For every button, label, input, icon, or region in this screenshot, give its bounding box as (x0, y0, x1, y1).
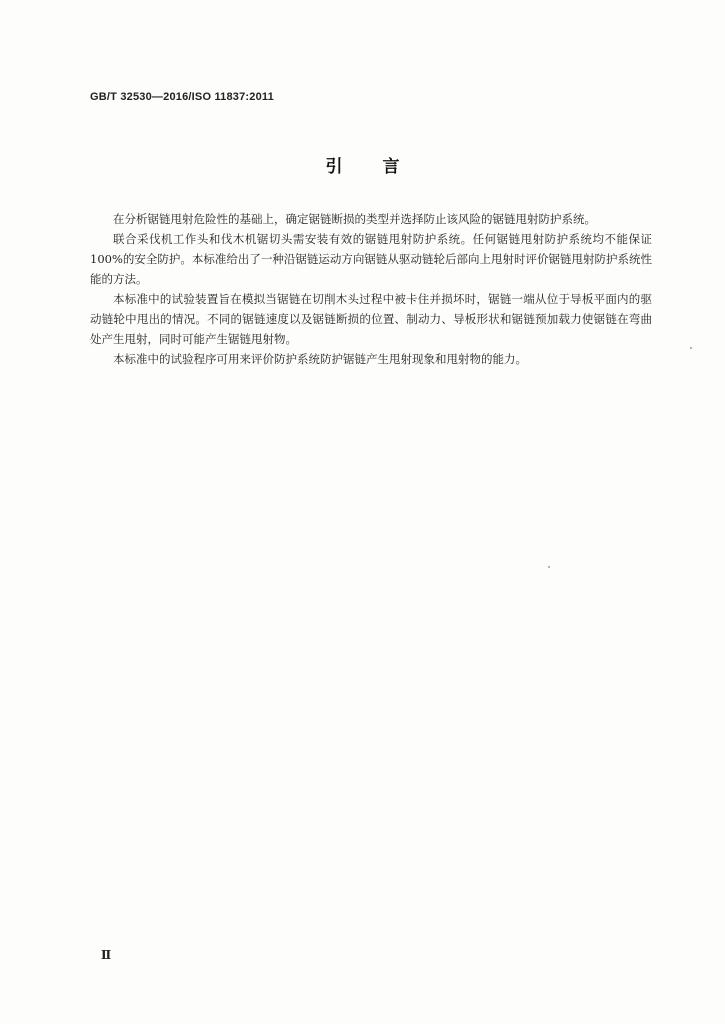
standard-number-header: GB/T 32530—2016/ISO 11837:2011 (90, 91, 274, 103)
scan-speck (690, 347, 692, 349)
section-title: 引言 (325, 157, 440, 177)
page-number: Ⅱ (101, 948, 112, 962)
paragraph: 联合采伐机工作头和伐木机锯切头需安装有效的锯链甩射防护系统。任何锯链甩射防护系统均不能保证100%的安全防护。本标准给出了一种沿锯链运动方向锯链从驱动链轮后部向上甩射时评价锯链甩射防护系统性能的方法。 (90, 232, 652, 286)
paragraph: 在分析锯链甩射危险性的基础上，确定锯链断损的类型并选择防止该风险的锯链甩射防护系统。 (113, 212, 596, 226)
paragraph: 本标准中的试验装置旨在模拟当锯链在切削木头过程中被卡住并损坏时，锯链一端从位于导板平面内的驱动链轮中甩出的情况。不同的锯链速度以及锯链断损的位置、制动力、导板形状和锯链预加载力使锯链在弯曲处产生甩射，同时可能产生锯链甩射物。 (90, 292, 652, 346)
paragraph: 本标准中的试验程序可用来评价防护系统防护锯链产生甩射现象和甩射物的能力。 (113, 352, 527, 366)
scan-speck (548, 566, 550, 568)
body-text (90, 209, 652, 369)
